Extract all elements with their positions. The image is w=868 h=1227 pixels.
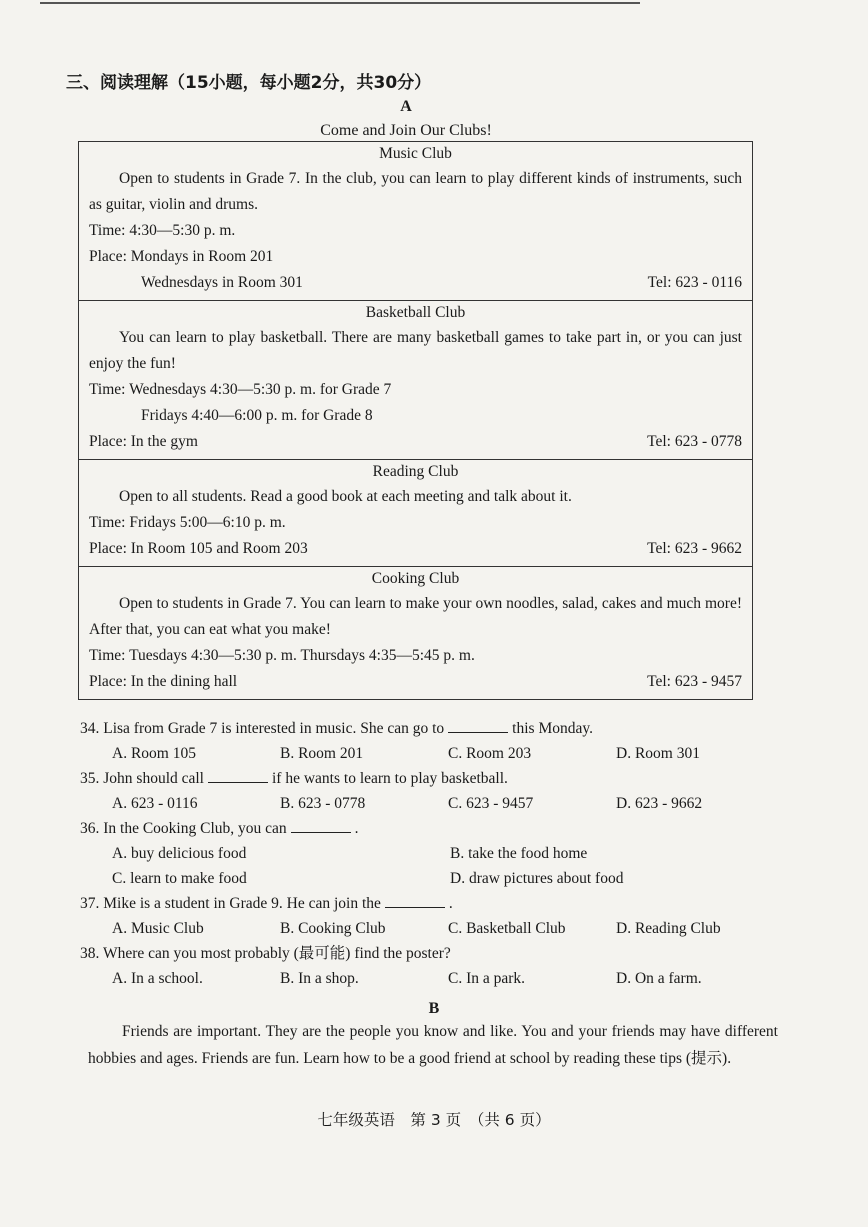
club-time-second: Fridays 4:40—6:00 p. m. for Grade 8 (141, 407, 373, 424)
option-d: D. Room 301 (616, 745, 700, 762)
club-name: Basketball Club (365, 304, 466, 321)
option-d: D. 623 - 9662 (616, 795, 703, 812)
answer-blank (208, 768, 268, 783)
answer-blank (448, 718, 508, 733)
option-c: C. 623 - 9457 (448, 795, 534, 812)
clubs-poster (78, 141, 753, 700)
options-34 (80, 741, 780, 766)
club-tel: Tel: 623 - 0116 (647, 274, 742, 291)
part-b-label: B (428, 1000, 440, 1017)
passage-b: Friends are important. They are the people you know and like. You and your friends may have different hobbies and ages. Friends are fun. Learn how to be a good friend at school by reading these tips (提示). (88, 1023, 778, 1067)
club-description: You can learn to play basketball. There are many basketball games to take part in, or you can just enjoy the fun! (89, 329, 742, 372)
options-38 (80, 966, 780, 991)
poster-title: Come and Join Our Clubs! (320, 122, 492, 139)
option-d: D. draw pictures about food (450, 870, 624, 887)
question-text: 35. John should call (80, 770, 204, 787)
club-tel: Tel: 623 - 0778 (647, 433, 742, 450)
club-place-second: Wednesdays in Room 301 (141, 274, 303, 291)
club-place: Place: In Room 105 and Room 203 (89, 540, 308, 557)
option-a: A. 623 - 0116 (112, 795, 198, 812)
club-place: Place: In the dining hall (89, 673, 238, 690)
club-description: Open to all students. Read a good book at each meeting and talk about it. (119, 488, 572, 505)
question-text: 37. Mike is a student in Grade 9. He can join the (80, 895, 381, 912)
question-text: 36. In the Cooking Club, you can (80, 820, 287, 837)
section-title: 三、阅读理解（15小题，每小题2分，共30分） (66, 73, 432, 93)
club-time: Time: Tuesdays 4:30—5:30 p. m. Thursdays 4:35—5:45 p. m. (89, 647, 475, 664)
option-a: A. In a school. (112, 970, 203, 987)
option-c: C. In a park. (448, 970, 526, 987)
option-b: B. take the food home (450, 845, 588, 862)
basketball-club (79, 300, 752, 459)
question-text: 34. Lisa from Grade 7 is interested in music. She can go to (80, 720, 445, 737)
part-a-label: A (400, 98, 412, 115)
club-time: Time: Fridays 5:00—6:10 p. m. (89, 514, 286, 531)
option-c: C. learn to make food (112, 870, 247, 887)
club-description: Open to students in Grade 7. In the club, you can learn to play different kinds of instruments, such as guitar, violin and drums. (89, 170, 742, 213)
question-text: 38. Where can you most probably (最可能) find the poster? (80, 945, 451, 962)
option-a: A. Room 105 (112, 745, 196, 762)
option-a: A. buy delicious food (112, 845, 247, 862)
question-34 (80, 716, 780, 741)
page-footer: 七年级英语 第 3 页 （共 6 页） (317, 1111, 551, 1129)
cooking-club (79, 566, 752, 699)
options-36 (80, 841, 780, 891)
question-35 (80, 766, 780, 791)
question-text-tail: this Monday. (512, 720, 593, 737)
question-text-tail: . (448, 895, 453, 912)
club-tel: Tel: 623 - 9457 (647, 673, 742, 690)
club-description: Open to students in Grade 7. You can learn to make your own noodles, salad, cakes and much more! After that, you can eat what you make! (89, 595, 742, 638)
question-text-tail: if he wants to learn to play basketball. (272, 770, 508, 787)
music-club (79, 142, 752, 300)
option-b: B. Cooking Club (280, 920, 386, 937)
club-name: Reading Club (372, 463, 459, 480)
club-tel: Tel: 623 - 9662 (647, 540, 742, 557)
option-a: A. Music Club (112, 920, 204, 937)
options-37 (80, 916, 780, 941)
club-place: Place: In the gym (89, 433, 198, 450)
question-37 (80, 891, 780, 916)
option-b: B. 623 - 0778 (280, 795, 366, 812)
top-rule (40, 2, 640, 4)
club-time: Time: 4:30—5:30 p. m. (89, 222, 236, 239)
question-38 (80, 941, 780, 966)
question-text-tail: . (354, 820, 359, 837)
club-name: Cooking Club (371, 570, 460, 587)
option-b: B. Room 201 (280, 745, 364, 762)
question-36 (80, 816, 780, 841)
option-c: C. Room 203 (448, 745, 532, 762)
reading-club (79, 459, 752, 566)
club-name: Music Club (379, 145, 452, 162)
option-b: B. In a shop. (280, 970, 359, 987)
club-place: Place: Mondays in Room 201 (89, 248, 274, 265)
option-c: C. Basketball Club (448, 920, 566, 937)
questions (80, 716, 780, 991)
answer-blank (385, 893, 445, 908)
options-35 (80, 791, 780, 816)
option-d: D. Reading Club (616, 920, 721, 937)
option-d: D. On a farm. (616, 970, 702, 987)
club-time: Time: Wednesdays 4:30—5:30 p. m. for Grade 7 (89, 381, 392, 398)
answer-blank (291, 818, 351, 833)
